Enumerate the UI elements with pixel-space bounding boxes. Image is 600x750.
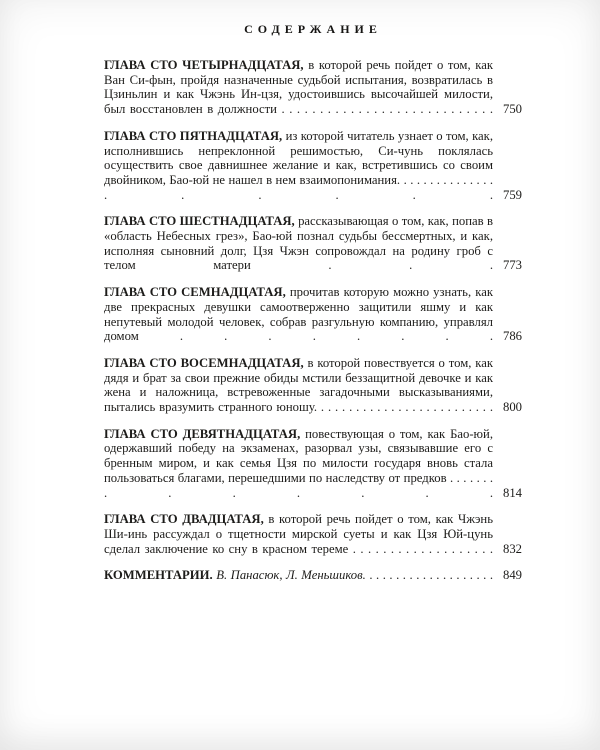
toc-entry-text xyxy=(104,129,493,203)
toc-entry-text xyxy=(104,512,493,556)
page-number: 800 xyxy=(502,400,522,415)
toc-entry xyxy=(104,356,522,415)
chapter-title: ГЛАВА СТО ВОСЕМНАДЦАТАЯ, xyxy=(104,355,304,370)
chapter-title: ГЛАВА СТО ПЯТНАДЦАТАЯ, xyxy=(104,128,283,143)
comments-title: КОММЕНТАРИИ. xyxy=(104,568,213,583)
toc-content xyxy=(104,22,522,595)
chapter-description: прочитав которую можно узнать, как две прекрасных девушки самоотверженно защитили яшму и как непутевый молодой человек, собрав разгульную компанию, управлял домом xyxy=(104,285,494,344)
dot-leader: . . . . . . . . . . . . . . . . . . . . . . . . . xyxy=(320,400,494,415)
page-number: 849 xyxy=(502,568,522,583)
toc-entry xyxy=(104,512,522,556)
comments-authors: В. Панасюк, Л. Меньшиков. xyxy=(216,568,366,583)
toc-entry-text xyxy=(104,356,493,415)
chapter-title: ГЛАВА СТО ДВАДЦАТАЯ, xyxy=(104,512,264,527)
chapter-description: в которой речь пойдет о том, как Чжэнь Ши-инь рассуждал о тщетности мирской суеты и как Цзя Юй-цунь сделал заключение ко сну в красном тереме xyxy=(104,512,494,556)
toc-entry xyxy=(104,427,522,501)
dot-leader: . . . . . . . . xyxy=(179,329,494,344)
toc-entry-comments xyxy=(104,568,522,583)
toc-entry-text xyxy=(104,568,493,583)
dot-leader: . . . . . . . . . . . . . . . . . . . . . . . . . . . . xyxy=(281,102,493,117)
chapter-title: ГЛАВА СТО ШЕСТНАДЦАТАЯ, xyxy=(104,214,295,229)
toc-entry xyxy=(104,58,522,117)
toc-entry xyxy=(104,129,522,203)
dot-leader: . . . xyxy=(328,258,493,273)
toc-entry-text xyxy=(104,214,493,273)
toc-entry-text xyxy=(104,427,493,501)
page-number: 832 xyxy=(502,541,522,556)
page-number: 814 xyxy=(502,485,522,500)
page-number: 750 xyxy=(502,102,522,117)
dot-leader: . . . . . . . . . . . . . . . . . . . xyxy=(352,541,494,556)
chapter-title: ГЛАВА СТО ДЕВЯТНАДЦАТАЯ, xyxy=(104,426,301,441)
page-number: 773 xyxy=(502,258,522,273)
chapter-title: ГЛАВА СТО СЕМНАДЦАТАЯ, xyxy=(104,285,286,300)
chapter-description: повествующая о том, как Бао-юй, одержавший победу на экзаменах, разорвал узы, связывавшие его с бренным миром, и как семья Цзя по милости государя вновь стала пользоваться благами, перешедшими по наследству от предков xyxy=(104,426,493,485)
dot-leader: . . . . . . . . . . . . . . . . . . . . xyxy=(104,172,493,202)
toc-entry xyxy=(104,214,522,273)
toc-entry-text xyxy=(104,58,493,117)
toc-entry xyxy=(104,285,522,344)
dot-leader: . . . . . . . . . . . . . . . . . . . xyxy=(369,568,494,583)
page-title: СОДЕРЖАНИЕ xyxy=(244,22,382,36)
chapter-description: из которой читатель узнает о том, как, исполнившись непреклонной решимостью, Си-чунь поклялась осуществить свое давнишнее желание и как, встретившись со своим двойником, Бао-юй не нашел в нем взаимопонимания. xyxy=(104,128,494,187)
chapter-description: в которой речь пойдет о том, как Ван Си-фын, пройдя назначенные судьбой испытания, возвратилась в Цзиньлин и как Чжэнь Ин-цзя, удостоившись высочайшей милости, был восстановлен в должности xyxy=(104,58,493,117)
page-number: 786 xyxy=(502,329,522,344)
chapter-description: рассказывающая о том, как, попав в «область Небесных грез», Бао-юй познал судьбы бессмертных, и как, исполняя сыновний долг, Цзя Чжэн сопровождал на родину гроб с телом матери xyxy=(104,214,493,273)
chapter-description: в которой повествуется о том, как дядя и брат за свои прежние обиды мстили беззащитной девочке и как жена и наложница, встревоженные загадочными высказываниями, пытались вразумить странного юношу. xyxy=(104,355,494,415)
chapter-title: ГЛАВА СТО ЧЕТЫРНАДЦАТАЯ, xyxy=(104,58,304,72)
page-number: 759 xyxy=(502,187,522,202)
toc-entry-text xyxy=(104,285,493,344)
dot-leader: . . . . . . . . . . . . . . xyxy=(104,470,494,500)
